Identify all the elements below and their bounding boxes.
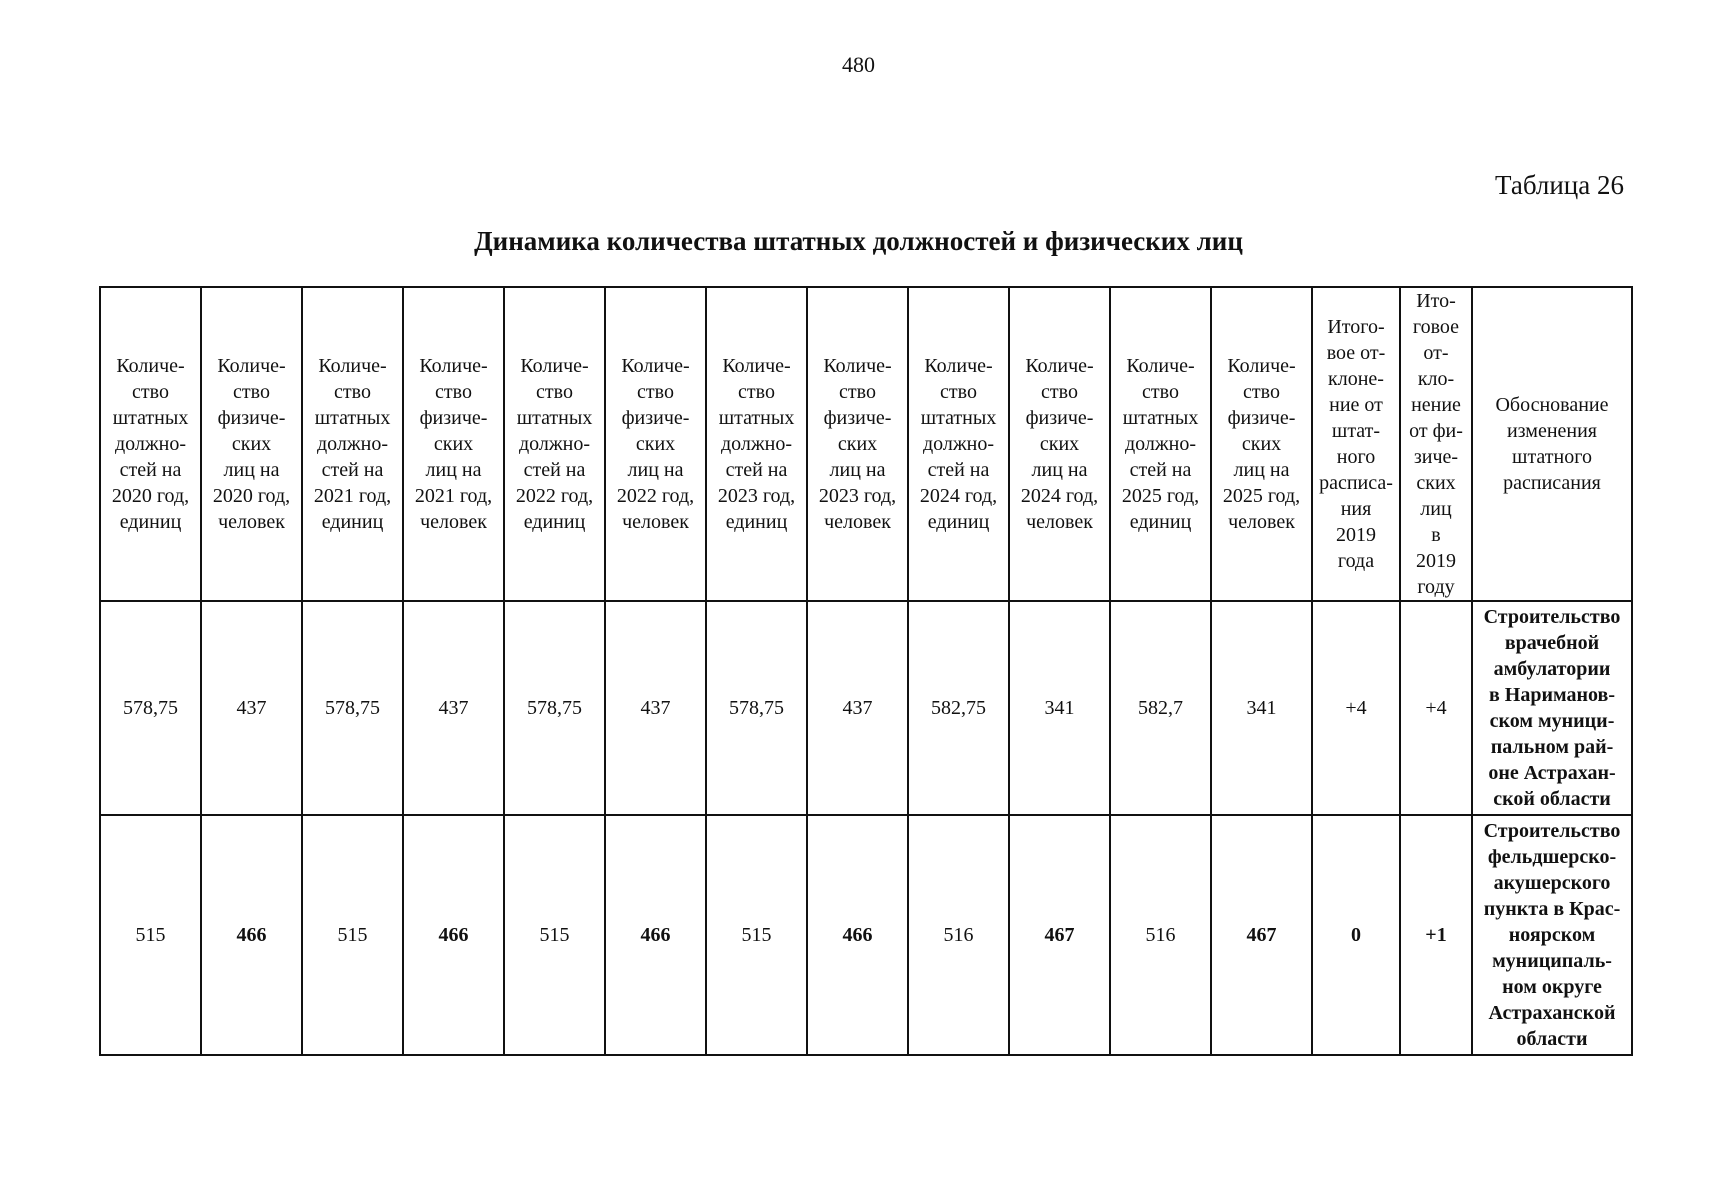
table-row [100, 601, 1632, 815]
column-header: Количе- ство штатных должно- стей на 2021 год, единиц [302, 287, 403, 601]
table-cell: 341 [1211, 601, 1312, 815]
table-cell: 466 [403, 815, 504, 1055]
table-cell: 582,7 [1110, 601, 1211, 815]
table-header-row [100, 287, 1632, 601]
table-cell: 341 [1009, 601, 1110, 815]
table-cell: 578,75 [100, 601, 201, 815]
table-cell: 578,75 [706, 601, 807, 815]
table-cell: 437 [403, 601, 504, 815]
column-header: Обоснование изменения штатного расписания [1472, 287, 1632, 601]
table-cell: 466 [605, 815, 706, 1055]
table-cell: +1 [1400, 815, 1472, 1055]
column-header: Количе- ство физиче- ских лиц на 2025 год, человек [1211, 287, 1312, 601]
table-cell: +4 [1312, 601, 1400, 815]
column-header: Количе- ство штатных должно- стей на 2024 год, единиц [908, 287, 1009, 601]
table-cell: 516 [1110, 815, 1211, 1055]
page-number: 480 [842, 52, 875, 77]
table-cell: 466 [201, 815, 302, 1055]
table-cell: 515 [504, 815, 605, 1055]
column-header: Количе- ство штатных должно- стей на 2023 год, единиц [706, 287, 807, 601]
table-cell: 437 [201, 601, 302, 815]
column-header: Количе- ство физиче- ских лиц на 2020 год, человек [201, 287, 302, 601]
column-header: Количе- ство штатных должно- стей на 2022 год, единиц [504, 287, 605, 601]
basis-cell: Строительство фельдшерско- акушерского пункта в Крас- ноярском муниципаль- ном округе Астраханской области [1472, 815, 1632, 1055]
table-cell: 515 [100, 815, 201, 1055]
table-caption: Таблица 26 [1495, 170, 1624, 200]
table-row [100, 815, 1632, 1055]
table-title: Динамика количества штатных должностей и физических лиц [474, 226, 1243, 256]
column-header: Количе- ство штатных должно- стей на 2025 год, единиц [1110, 287, 1211, 601]
staffing-dynamics-table [99, 286, 1633, 1056]
table-cell: 578,75 [302, 601, 403, 815]
table-cell: 437 [807, 601, 908, 815]
column-header: Ито- говое от- кло- нение от фи- зиче- ских лиц в 2019 году [1400, 287, 1472, 601]
table-cell: 515 [302, 815, 403, 1055]
table-cell: 467 [1211, 815, 1312, 1055]
column-header: Количе- ство физиче- ских лиц на 2021 год, человек [403, 287, 504, 601]
table-cell: +4 [1400, 601, 1472, 815]
column-header: Количе- ство физиче- ских лиц на 2024 год, человек [1009, 287, 1110, 601]
table-cell: 515 [706, 815, 807, 1055]
column-header: Количе- ство физиче- ских лиц на 2022 год, человек [605, 287, 706, 601]
table-cell: 467 [1009, 815, 1110, 1055]
column-header: Итого- вое от- клоне- ние от штат- ного расписа- ния 2019 года [1312, 287, 1400, 601]
table-cell: 0 [1312, 815, 1400, 1055]
table-cell: 582,75 [908, 601, 1009, 815]
table-cell: 578,75 [504, 601, 605, 815]
table-cell: 466 [807, 815, 908, 1055]
column-header: Количе- ство штатных должно- стей на 2020 год, единиц [100, 287, 201, 601]
table-cell: 516 [908, 815, 1009, 1055]
table-cell: 437 [605, 601, 706, 815]
basis-cell: Строительство врачебной амбулатории в Нариманов- ском муници- пальном рай- оне Астрахан- ской области [1472, 601, 1632, 815]
column-header: Количе- ство физиче- ских лиц на 2023 год, человек [807, 287, 908, 601]
